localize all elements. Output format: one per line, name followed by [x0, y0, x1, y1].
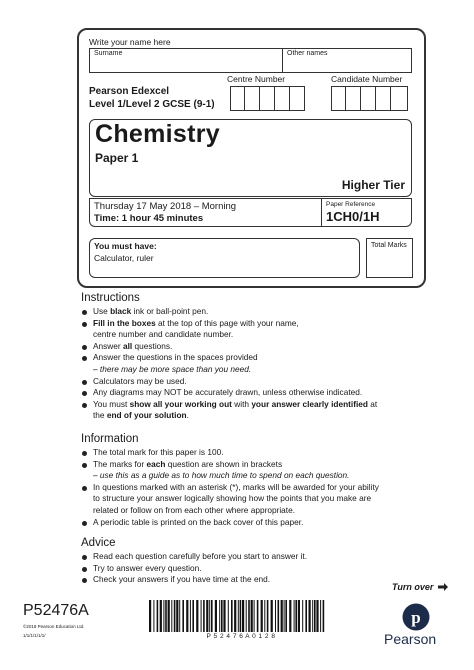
- svg-text:p: p: [411, 608, 421, 627]
- must-have-label: You must have:: [94, 241, 157, 251]
- subject-title: Chemistry: [95, 120, 220, 148]
- centre-number-boxes[interactable]: [230, 86, 305, 111]
- advice-list: [81, 551, 426, 586]
- list-item: Try to answer every question.: [81, 563, 426, 575]
- list-item: Any diagrams may NOT be accurately drawn, unless otherwise indicated.: [81, 387, 426, 399]
- board-name: Pearson Edexcel: [89, 86, 170, 97]
- list-item: You must show all your working out with your answer clearly identified at the end of your solution.: [81, 399, 426, 422]
- date-box: [89, 198, 322, 227]
- title-box: [89, 119, 412, 197]
- list-item: A periodic table is printed on the back cover of this paper.: [81, 517, 426, 529]
- list-item: The total mark for this paper is 100.: [81, 447, 426, 459]
- pearson-wordmark: Pearson: [384, 631, 437, 647]
- list-item: Check your answers if you have time at the end.: [81, 574, 426, 586]
- list-item: Calculators may be used.: [81, 376, 426, 388]
- barcode-text: P 5 2 4 7 6 A 0 1 2 8: [206, 633, 276, 640]
- instructions-list: [81, 306, 426, 422]
- list-item: The marks for each question are shown in brackets – use this as a guide as to how much time to spend on each question.: [81, 459, 426, 482]
- list-item: Use black ink or ball-point pen.: [81, 306, 426, 318]
- paper-reference-code: 1CH0/1H: [326, 209, 380, 224]
- exam-date: Thursday 17 May 2018 – Morning: [94, 201, 237, 212]
- instructions-title: Instructions: [81, 292, 140, 304]
- centre-number-label: Centre Number: [227, 74, 286, 84]
- other-names-label: Other names: [287, 50, 328, 57]
- copyright: ©2018 Pearson Education Ltd.: [23, 624, 85, 629]
- other-names-field[interactable]: [283, 48, 412, 73]
- print-code: 1/1/1/1/1/1/: [23, 633, 46, 638]
- total-marks-box: [366, 238, 413, 278]
- list-item: Read each question carefully before you start to answer it.: [81, 551, 426, 563]
- paper-code: P52476A: [23, 602, 89, 619]
- paper-number: Paper 1: [95, 151, 139, 165]
- surname-label: Surname: [94, 50, 123, 57]
- must-have-box: [89, 238, 360, 278]
- list-item: Answer all questions.: [81, 341, 426, 353]
- exam-board: [89, 85, 215, 111]
- list-item: In questions marked with an asterisk (*), marks will be awarded for your ability to structure your answer logically showing how the points that you make are related or follow on from each other where appropriate.: [81, 482, 426, 517]
- tier-label: Higher Tier: [341, 178, 405, 192]
- information-title: Information: [81, 433, 139, 445]
- list-item: Answer the questions in the spaces provided – there may be more space than you need.: [81, 352, 426, 375]
- turn-over-arrow-icon: [438, 583, 448, 593]
- turn-over-label: Turn over: [392, 582, 448, 593]
- advice-title: Advice: [81, 537, 116, 549]
- total-marks-label: Total Marks: [371, 242, 407, 249]
- paper-reference-box: [322, 198, 412, 227]
- information-list: [81, 447, 426, 528]
- barcode: [149, 600, 327, 632]
- candidate-number-boxes[interactable]: [331, 86, 408, 111]
- candidate-number-label: Candidate Number: [331, 74, 403, 84]
- qualification-level: Level 1/Level 2 GCSE (9-1): [89, 99, 215, 110]
- barcode-graphic: [149, 600, 327, 632]
- must-have-items: Calculator, ruler: [94, 253, 154, 263]
- paper-reference-label: Paper Reference: [326, 201, 376, 208]
- surname-field[interactable]: [89, 48, 283, 73]
- write-name-label: Write your name here: [89, 37, 171, 47]
- exam-time: Time: 1 hour 45 minutes: [94, 213, 204, 224]
- list-item: Fill in the boxes at the top of this page with your name, centre number and candidate number.: [81, 318, 426, 341]
